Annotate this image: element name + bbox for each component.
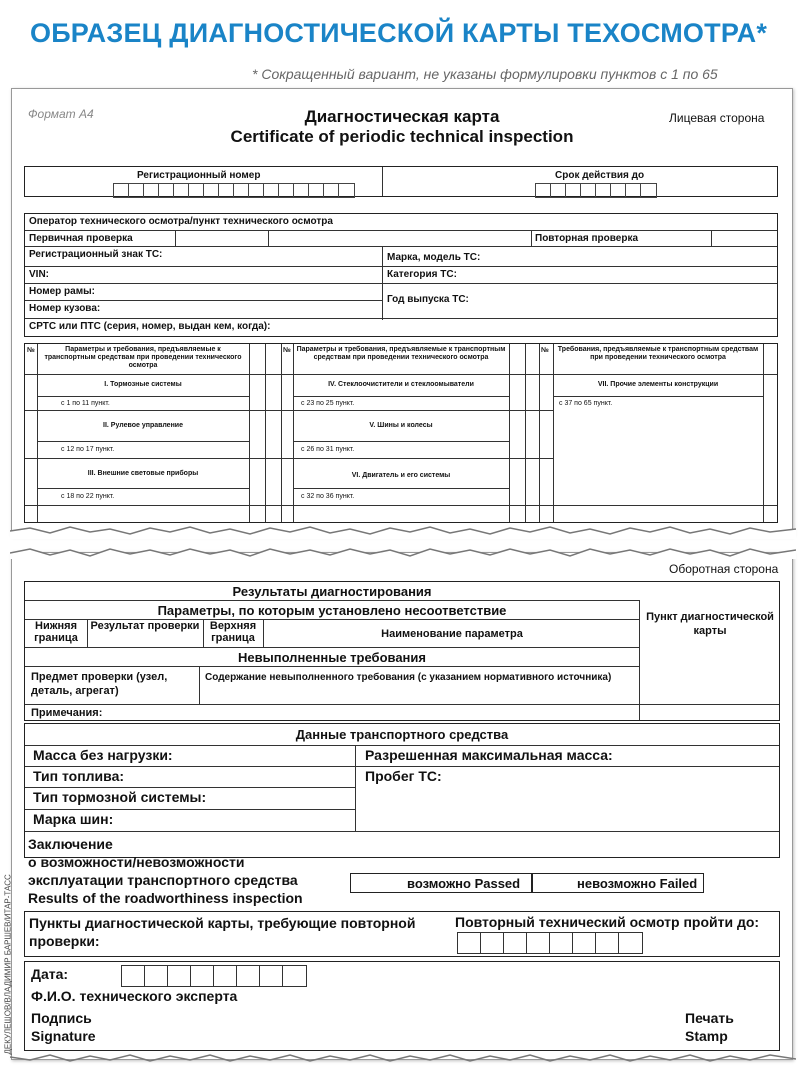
failed-label: невозможно Failed [577, 876, 698, 891]
stamp-ru-label: Печать [685, 1010, 734, 1026]
vin-label: VIN: [29, 269, 49, 280]
section-wipers: IV. Стеклоочистители и стеклоомыватели [328, 381, 474, 388]
params-title: Параметры, по которым установлено несоответствие [157, 603, 507, 618]
valid-until-boxes[interactable] [535, 183, 657, 198]
category-label: Категория ТС: [387, 269, 457, 280]
primary-check-label: Первичная проверка [29, 233, 133, 244]
section-lights: III. Внешние световые приборы [87, 470, 199, 477]
valid-until-label: Срок действия до [555, 170, 645, 181]
passed-label: возможно Passed [407, 876, 521, 891]
point-label: Пункт диагностической карты [646, 611, 774, 637]
content-label: Содержание невыполненного требования (с указанием нормативного источника) [205, 672, 612, 683]
conclusion-line-4: Results of the roadworthiness inspection [28, 890, 303, 906]
section-other: VII. Прочие элементы конструкции [597, 381, 719, 388]
section-engine: VI. Двигатель и его системы [351, 472, 451, 479]
operator-label: Оператор технического осмотра/пункт технического осмотра [29, 216, 333, 227]
subject-label: Предмет проверки (узел, деталь, агрегат) [31, 671, 168, 697]
registration-block [24, 166, 778, 197]
section-steering: II. Рулевое управление [103, 422, 183, 429]
date-boxes[interactable] [121, 965, 307, 987]
make-model-label: Марка, модель ТС: [387, 252, 481, 263]
results-title: Результаты диагностирования [232, 584, 432, 599]
section-other-range: с 37 по 65 пункт. [559, 400, 613, 407]
body-label: Номер кузова: [29, 303, 101, 314]
page-title: ОБРАЗЕЦ ДИАГНОСТИЧЕСКОЙ КАРТЫ ТЕХОСМОТРА* [30, 18, 768, 48]
year-label: Год выпуска ТС: [387, 294, 469, 305]
section-tires: V. Шины и колесы [369, 422, 433, 429]
sign-en-label: Signature [31, 1028, 96, 1044]
section-tires-range: с 26 по 31 пункт. [301, 446, 355, 453]
conclusion-line-1: Заключение [28, 836, 113, 852]
requirements-table [24, 343, 778, 523]
section-brakes-range: с 1 по 11 пункт. [61, 400, 110, 407]
repeat-check-label: Повторная проверка [535, 233, 639, 244]
section-steering-range: с 12 по 17 пункт. [61, 446, 115, 453]
conclusion-line-3: эксплуатации транспортного средства [28, 872, 298, 888]
col-req-1: Параметры и требования, предъявляемые к транспортным средствам при проведении технического осмотра [44, 346, 242, 369]
section-brakes: I. Тормозные системы [104, 381, 182, 388]
brake-label: Тип тормозной системы: [33, 789, 207, 805]
check-result: Результат проверки [90, 620, 200, 632]
date-label: Дата: [31, 966, 69, 982]
failed-checkbox[interactable] [532, 873, 704, 893]
section-engine-range: с 32 по 36 пункт. [301, 493, 355, 500]
col-no-1: № [27, 347, 35, 354]
stamp-en-label: Stamp [685, 1028, 728, 1044]
signature-block [24, 961, 780, 1051]
reg-number-boxes[interactable] [113, 183, 355, 198]
lower-bound: Нижняя граница [34, 620, 78, 644]
unmet-title: Невыполненные требования [238, 650, 426, 665]
expert-label: Ф.И.О. технического эксперта [31, 988, 238, 1004]
conclusion-text [28, 835, 303, 907]
mileage-label: Пробег ТС: [365, 768, 442, 784]
conclusion-line-2: о возможности/невозможности [28, 854, 245, 870]
front-side-label: Лицевая сторона [669, 111, 765, 125]
sign-ru-label: Подпись [31, 1010, 92, 1026]
param-name: Наименование параметра [381, 628, 523, 640]
photo-credit: ДЕКУЛЕШОВ/ВЛАДИМИР БАРШЕВ/ИТАР-ТАСС [3, 874, 13, 1055]
repeat-points-label: Пункты диагностической карты, требующие повторной проверки: [29, 915, 416, 949]
upper-bound: Верхняя граница [209, 620, 257, 644]
results-block [24, 581, 780, 721]
col-no-3: № [541, 347, 549, 354]
back-sheet [11, 552, 793, 1060]
col-req-2: Параметры и требования, предъявляемые к транспортным средствам при проведении технического осмотра [296, 346, 506, 361]
repeat-until-boxes[interactable] [457, 932, 643, 954]
section-lights-range: с 18 по 22 пункт. [61, 493, 115, 500]
vehicle-info-block [24, 213, 778, 337]
repeat-until-label: Повторный технический осмотр пройти до: [455, 914, 760, 930]
reg-number-label: Регистрационный номер [137, 170, 261, 181]
max-mass-label: Разрешенная максимальная масса: [365, 747, 613, 763]
card-title-en: Certificate of periodic technical inspection [230, 127, 574, 146]
fuel-label: Тип топлива: [33, 768, 125, 784]
mass-label: Масса без нагрузки: [33, 747, 173, 763]
card-title-ru: Диагностическая карта [304, 107, 500, 126]
section-wipers-range: с 23 по 25 пункт. [301, 400, 355, 407]
tires-label: Марка шин: [33, 811, 114, 827]
back-side-label: Оборотная сторона [669, 562, 779, 576]
torn-edge-front [10, 525, 796, 539]
repeat-block [24, 911, 780, 957]
format-label: Формат А4 [28, 107, 94, 121]
vehicle-data-title: Данные транспортного средства [295, 727, 509, 742]
front-sheet [11, 88, 793, 536]
passed-checkbox[interactable] [350, 873, 532, 893]
col-req-3: Требования, предъявляемые к транспортным средствам при проведении технического осмотра [557, 346, 759, 361]
reg-sign-label: Регистрационный знак ТС: [29, 249, 163, 260]
frame-label: Номер рамы: [29, 286, 95, 297]
notes-label: Примечания: [31, 707, 103, 719]
srts-label: СРТС или ПТС (серия, номер, выдан кем, когда): [29, 321, 271, 332]
col-no-2: № [283, 347, 291, 354]
torn-edge-back-bottom [10, 1053, 796, 1065]
torn-edge-back-top [10, 545, 796, 559]
page-subtitle: * Сокращенный вариант, не указаны формулировки пунктов с 1 по 65 [252, 66, 718, 82]
